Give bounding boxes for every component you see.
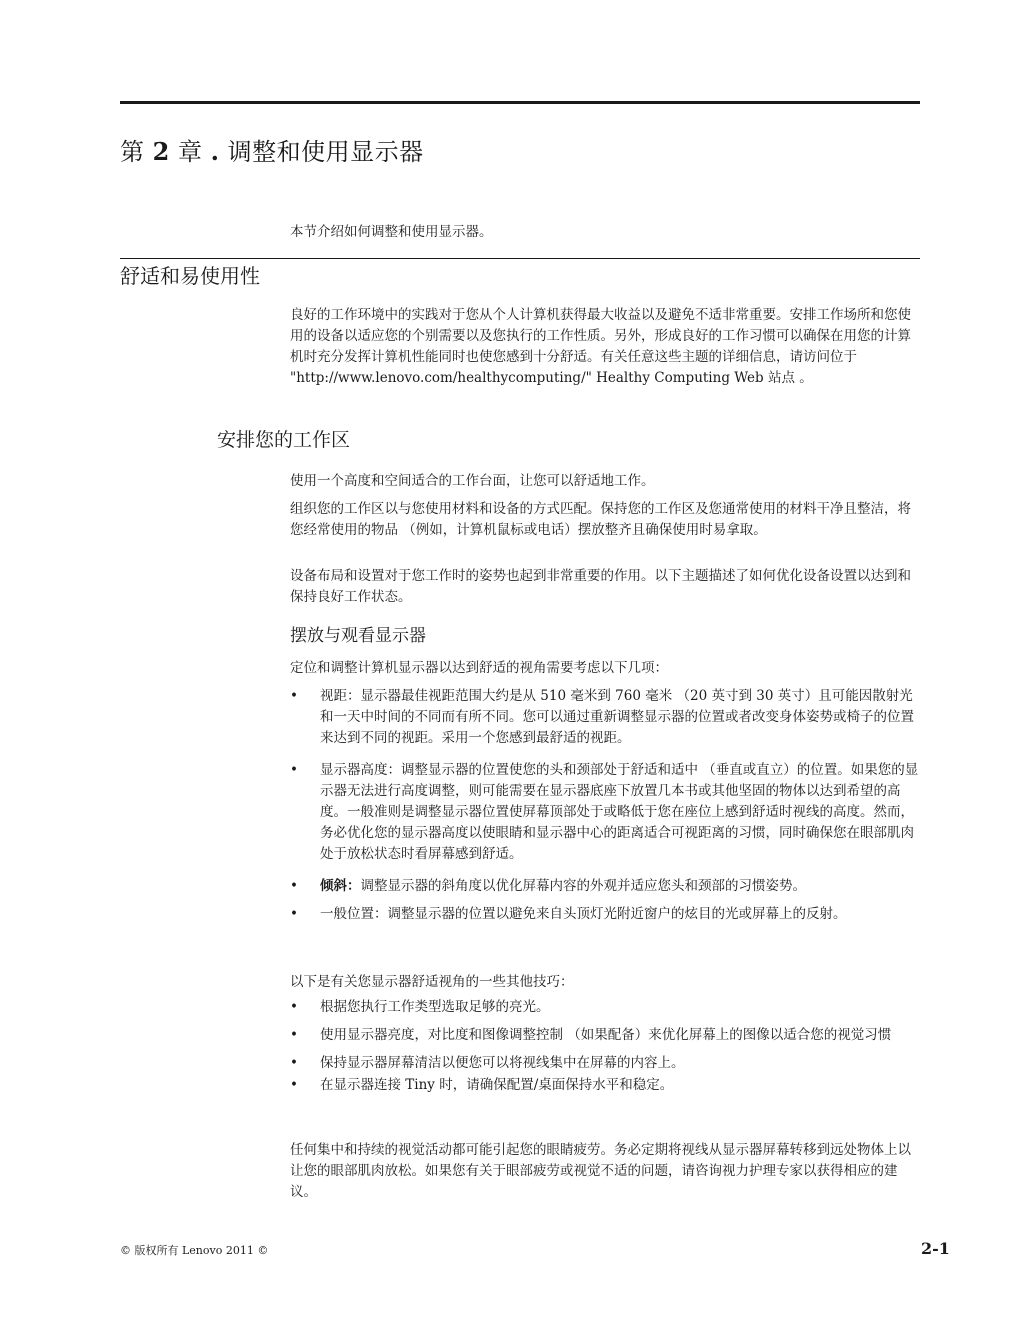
workspace-paragraph-3: 设备布局和设置对于您工作时的姿势也起到非常重要的作用。以下主题描述了如何优化设备设置以达到和保持良好工作状态。 — [290, 568, 911, 605]
tips-list — [290, 997, 922, 1103]
footer-copyright: © 版权所有 Lenovo 2011 © — [120, 1244, 269, 1257]
page-number: 2-1 — [921, 1239, 950, 1258]
list-item-term: 一般位置 — [320, 906, 374, 922]
comfort-paragraph-text: 良好的工作环境中的实践对于您从个人计算机获得最大收益以及避免不适非常重要。安排工作场所和您使用的设备以适应您的个别需要以及您执行的工作性质。另外，形成良好的工作习惯可以确保在用您的计算机时充分发挥计算机性能同时也使您感到十分舒适。有关任意这些主题的详细信息，请访问位于 — [290, 307, 911, 365]
section-heading-comfort: 舒适和易使用性 — [120, 264, 260, 288]
list-item-term: 倾斜 — [320, 878, 347, 894]
tip-item — [290, 1025, 922, 1046]
list-item-text: 显示器最佳视距范围大约是从 510 毫米到 760 毫米 （20 英寸到 30 英寸）且可能因散射光和一天中时间的不同而有所不同。您可以通过重新调整显示器的位置或者改变身体姿势或椅子的位置来达到不同的视距。采用一个您感到最舒适的视距。 — [320, 688, 914, 746]
comfort-paragraph — [290, 305, 920, 389]
tip-item — [290, 997, 922, 1018]
tip-text: 根据您执行工作类型选取足够的亮光。 — [320, 999, 550, 1015]
bullet-icon: • — [290, 878, 298, 894]
chapter-title — [120, 132, 424, 167]
top-rule — [120, 101, 920, 104]
monitor-paragraph-2: 以下是有关您显示器舒适视角的一些其他技巧： — [290, 974, 574, 990]
list-item-term: 显示器高度 — [320, 762, 388, 778]
healthy-computing-link[interactable]: "http://www.lenovo.com/healthycomputing/" Healthy Computing Web 站点 。 — [290, 370, 813, 386]
section-heading-monitor: 摆放与观看显示器 — [290, 626, 426, 646]
bullet-icon: • — [290, 999, 298, 1015]
workspace-paragraph-2: 组织您的工作区以与您使用材料和设备的方式匹配。保持您的工作区及您通常使用的材料干净且整洁，将您经常使用的物品 （例如，计算机鼠标或电话）摆放整齐且确保使用时易拿取。 — [290, 501, 911, 538]
list-item-text: 调整显示器的位置使您的头和颈部处于舒适和适中 （垂直或直立）的位置。如果您的显示器无法进行高度调整，则可能需要在显示器底座下放置几本书或其他坚固的物体以达到希望的高度。一般准则是调整显示器位置使屏幕顶部处于或略低于您在座位上感到舒适时视线的高度。然而，务必优化您的显示器高度以使眼睛和显示器中心的距离适合可视距离的习惯，同时确保您在眼部肌肉处于放松状态时看屏幕感到舒适。 — [320, 762, 919, 862]
tip-text: 保持显示器屏幕清洁以便您可以将视线集中在屏幕的内容上。 — [320, 1055, 685, 1071]
tip-text: 使用显示器亮度，对比度和图像调整控制 （如果配备）来优化屏幕上的图像以适合您的视觉习惯 — [320, 1027, 892, 1043]
list-item-monitor-height — [290, 760, 922, 865]
bullet-icon: • — [290, 1077, 298, 1093]
tip-text: 在显示器连接 Tiny 时，请确保配置/桌面保持水平和稳定。 — [320, 1077, 674, 1093]
chapter-number: 2 — [152, 137, 170, 166]
chapter-name: 调整和使用显示器 — [227, 138, 424, 166]
bullet-icon: • — [290, 762, 298, 778]
list-item-viewing-distance — [290, 686, 922, 749]
list-item-separator: ： — [387, 762, 401, 778]
chapter-dot: . — [210, 137, 220, 166]
eye-fatigue-paragraph: 任何集中和持续的视觉活动都可能引起您的眼睛疲劳。务必定期将视线从显示器屏幕转移到远处物体上以让您的眼部肌肉放松。如果您有关于眼部疲劳或视觉不适的问题，请咨询视力护理专家以获得相应的建议。 — [290, 1142, 911, 1200]
intro-text: 本节介绍如何调整和使用显示器。 — [290, 224, 493, 240]
monitor-paragraph-1: 定位和调整计算机显示器以达到舒适的视角需要考虑以下几项： — [290, 660, 668, 676]
list-item-term: 视距 — [320, 688, 347, 704]
list-item-separator: ： — [347, 688, 361, 704]
workspace-paragraph-1: 使用一个高度和空间适合的工作台面，让您可以舒适地工作。 — [290, 473, 655, 489]
bullet-icon: • — [290, 1027, 298, 1043]
chapter-mid: 章 — [177, 138, 203, 166]
bullet-icon: • — [290, 1055, 298, 1071]
bullet-icon: • — [290, 688, 298, 704]
list-item-text: 调整显示器的斜角度以优化屏幕内容的外观并适应您头和颈部的习惯姿势。 — [360, 878, 806, 894]
section-rule — [120, 258, 920, 259]
section-heading-workspace: 安排您的工作区 — [217, 429, 351, 451]
tip-item — [290, 1075, 922, 1096]
list-item-separator: ： — [347, 878, 361, 894]
list-item-separator: ： — [374, 906, 388, 922]
tip-item — [290, 1053, 922, 1074]
list-item-tilt — [290, 876, 922, 897]
list-item-text: 调整显示器的位置以避免来自头顶灯光附近窗户的炫目的光或屏幕上的反射。 — [387, 906, 847, 922]
monitor-considerations-list — [290, 686, 922, 936]
bullet-icon: • — [290, 906, 298, 922]
list-item-general-position — [290, 904, 922, 925]
chapter-prefix: 第 — [120, 138, 145, 166]
